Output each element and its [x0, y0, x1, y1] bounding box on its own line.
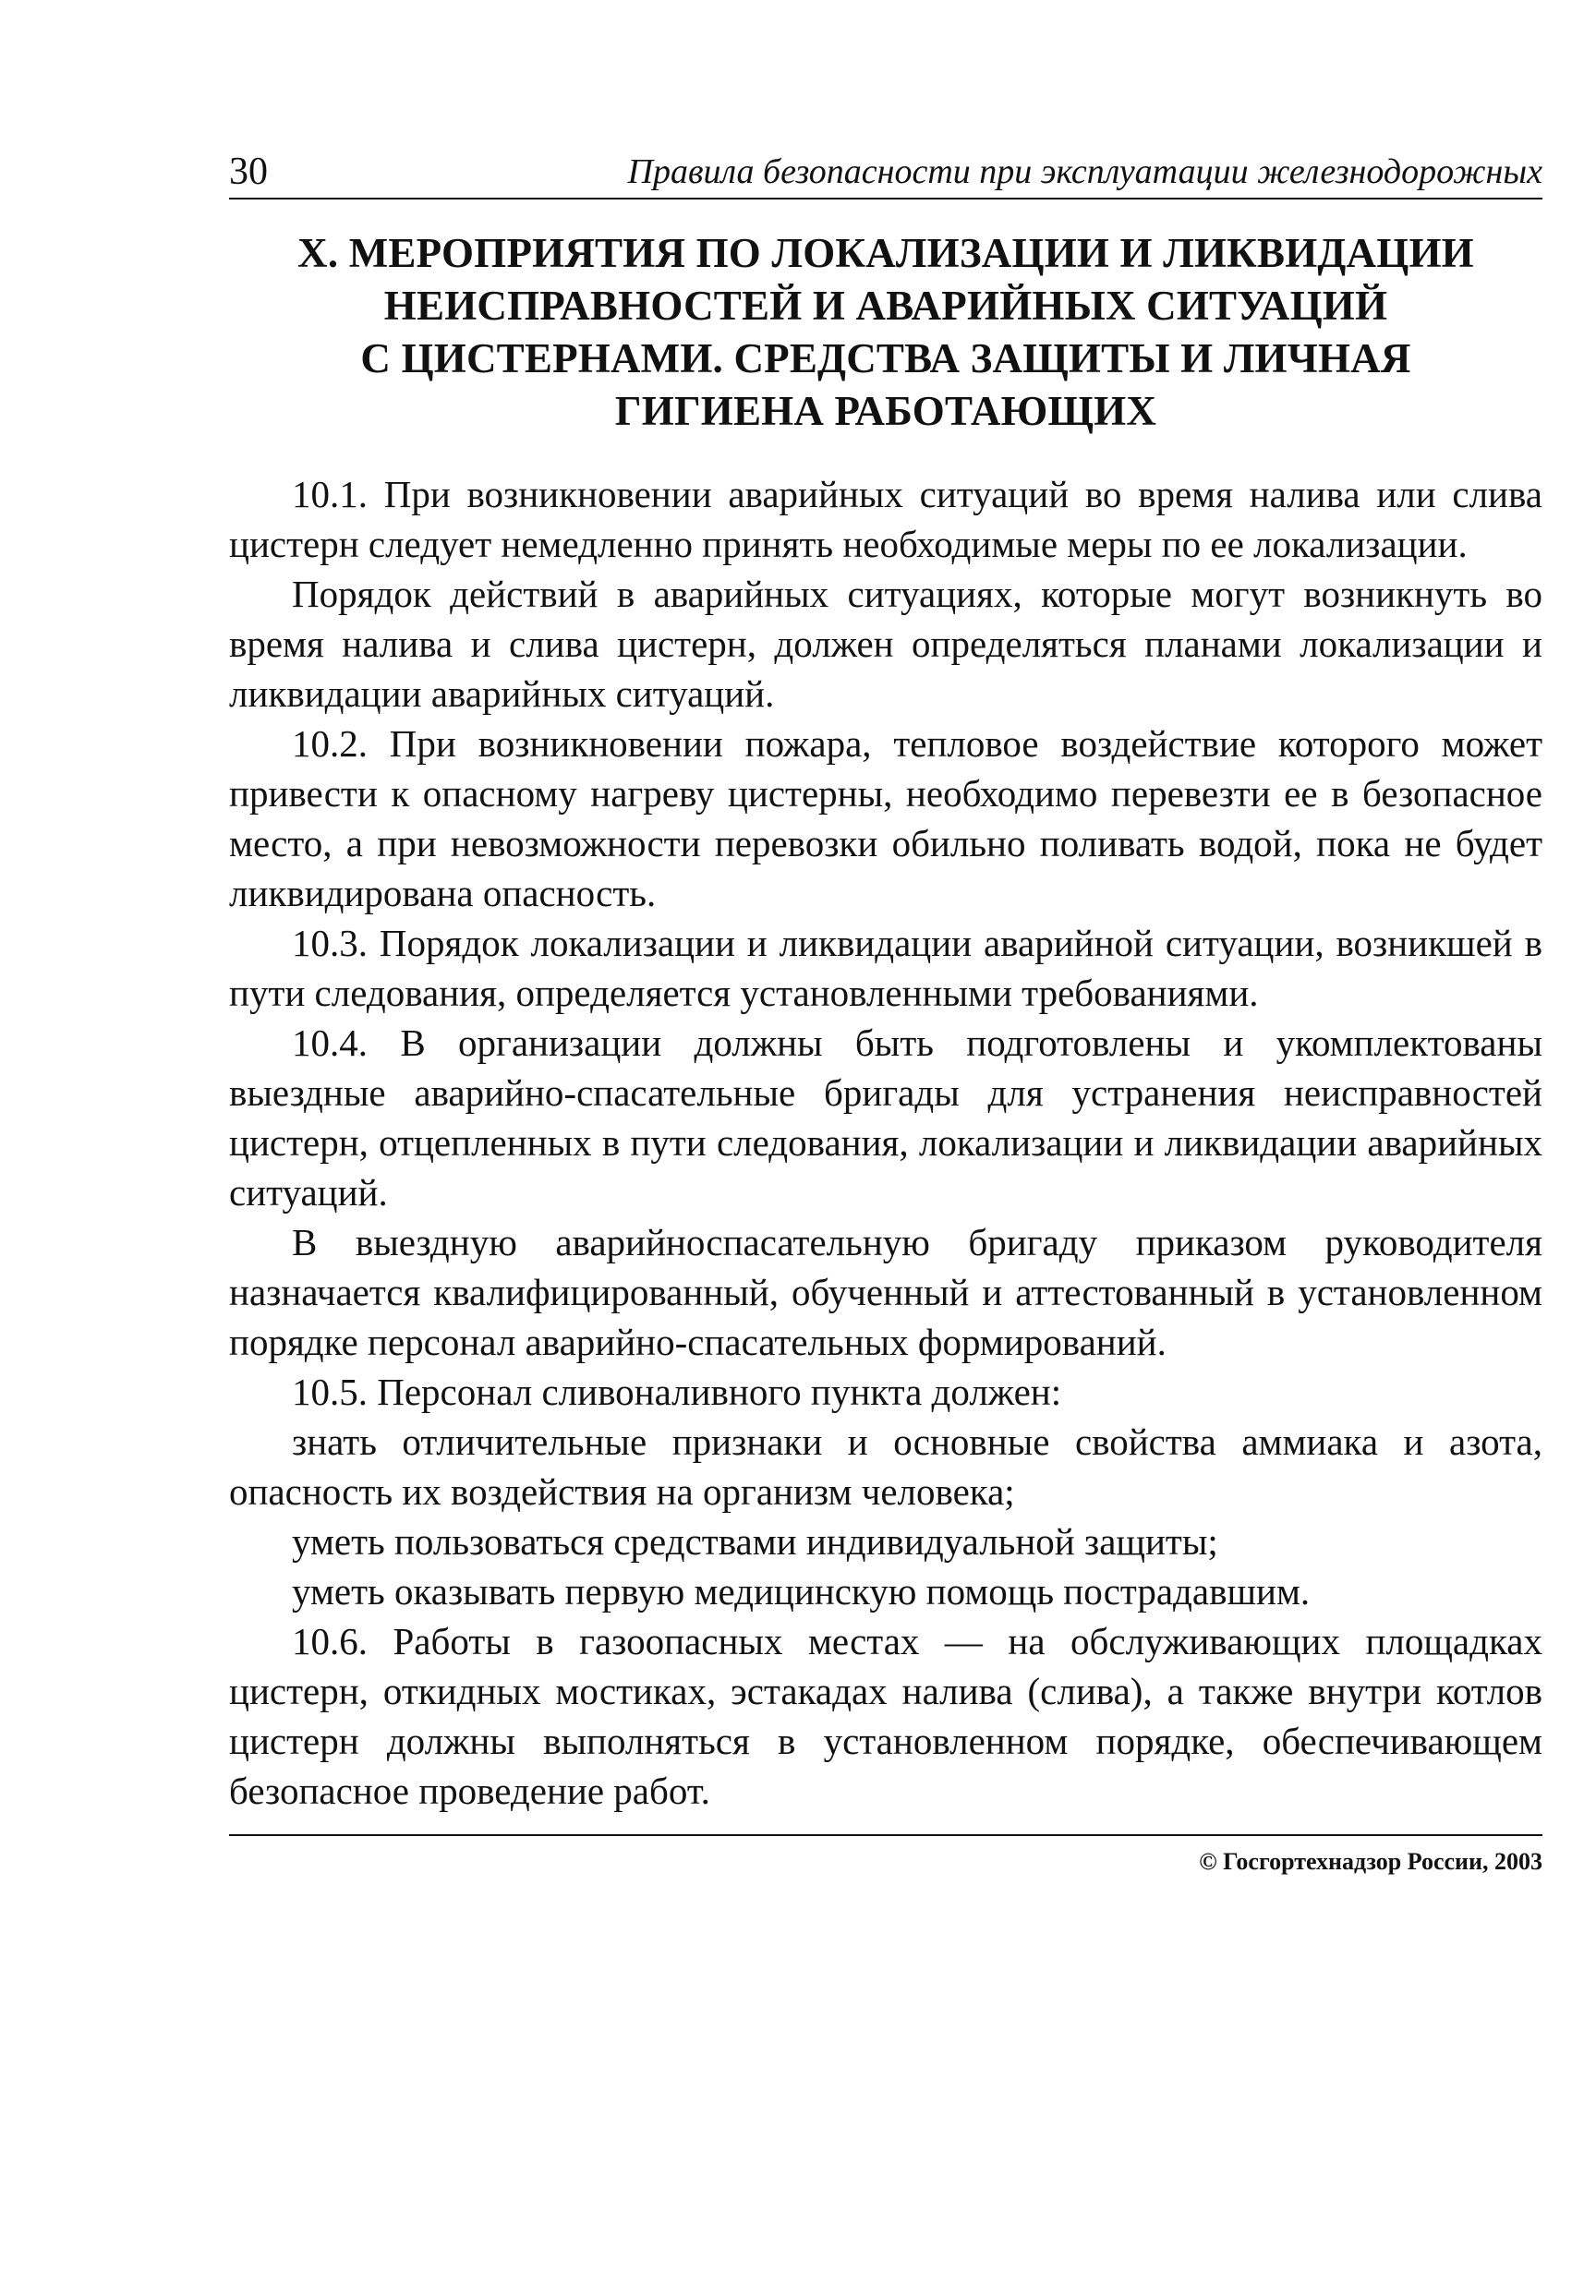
paragraph-use-protection: уметь пользоваться средствами индивидуальной защиты; [292, 1520, 1218, 1563]
copyright-notice: © Госгортехнадзор России, 2003 [1199, 1848, 1542, 1875]
section-heading-line: С ЦИСТЕРНАМИ. СРЕДСТВА ЗАЩИТЫ И ЛИЧНАЯ [360, 335, 1411, 381]
paragraph-10-2: 10.2. При возникновении пожара, тепловое воздействие которого может привести к опасному нагреву цистерны, необходимо перевезти ее в безопасное место, а при невозможности перевозки обильно поливать водой, пока не будет ликвидирована опасность. [229, 722, 1542, 914]
running-head [229, 146, 1542, 199]
body-text [229, 469, 1542, 1816]
running-title: Правила безопасности при эксплуатации железнодорожных [627, 152, 1542, 191]
section-heading-line: X. МЕРОПРИЯТИЯ ПО ЛОКАЛИЗАЦИИ И ЛИКВИДАЦИИ [297, 230, 1474, 276]
paragraph-rescue-team: В выездную аварийноспасательную бригаду приказом руководителя назначается квалифицированный, обученный и аттестованный в установленном порядке персонал аварийно-спасательных формирований. [229, 1221, 1542, 1363]
paragraph-10-5: 10.5. Персонал сливоналивного пункта должен: [292, 1371, 1062, 1413]
section-heading [229, 227, 1542, 438]
page-number: 30 [229, 151, 268, 193]
paragraph-10-6: 10.6. Работы в газоопасных местах — на обслуживающих площадках цистерн, откидных мостиках, эстакадах налива (слива), а также внутри котлов цистерн должны выполняться в установленном порядке, обеспечивающем безопасное проведение работ. [229, 1620, 1542, 1812]
paragraph-emergency-procedure: Порядок действий в аварийных ситуациях, которые могут возникнуть во время налива и слива цистерн, должен определяться планами локализации и ликвидации аварийных ситуаций. [229, 573, 1542, 715]
paragraph-first-aid: уметь оказывать первую медицинскую помощь пострадавшим. [292, 1570, 1311, 1613]
paragraph-10-4: 10.4. В организации должны быть подготовлены и укомплектованы выездные аварийно-спасательные бригады для устранения неисправностей цистерн, отцепленных в пути следования, локализации и ликвидации аварийных ситуаций. [229, 1021, 1542, 1214]
section-heading-line: НЕИСПРАВНОСТЕЙ И АВАРИЙНЫХ СИТУАЦИЙ [383, 283, 1388, 329]
document-page [229, 146, 1542, 1877]
footer-divider [229, 1834, 1542, 1836]
paragraph-10-1: 10.1. При возникновении аварийных ситуаций во время налива или слива цистерн следует немедленно принять необходимые меры по ее локализации. [229, 473, 1542, 565]
section-heading-line: ГИГИЕНА РАБОТАЮЩИХ [614, 388, 1157, 434]
paragraph-10-3: 10.3. Порядок локализации и ликвидации аварийной ситуации, возникшей в пути следования, определяется установленными требованиями. [229, 922, 1542, 1014]
paragraph-know-properties: знать отличительные признаки и основные свойства аммиака и азота, опасность их воздействия на организм человека; [229, 1420, 1542, 1513]
